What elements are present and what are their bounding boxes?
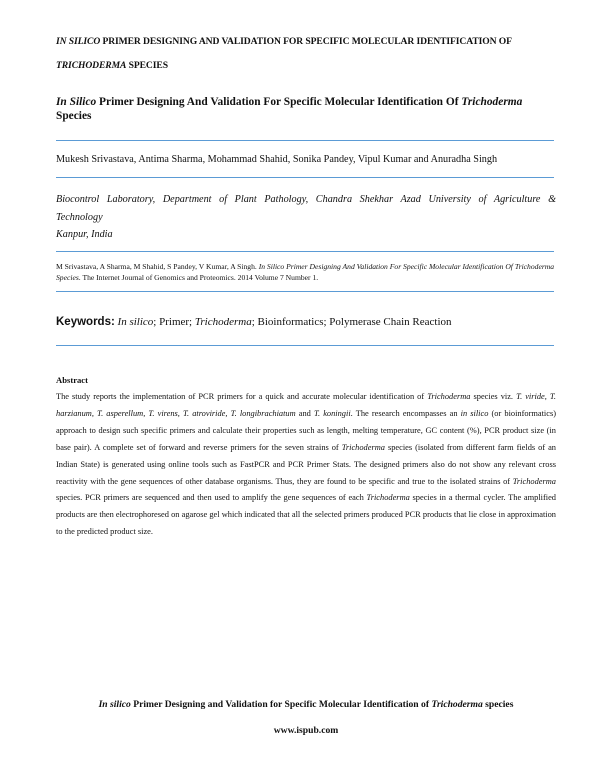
citation: M Srivastava, A Sharma, M Shahid, S Pandey, V Kumar, A Singh. In Silico Primer Designing And Validation For Specific Molecular Identification Of Trichoderma Species. The Internet Journal of Genomics and Proteomics. 2014 Volume 7 Number 1. (56, 262, 555, 282)
keywords: Keywords: In silico; Primer; Trichoderma; Bioinformatics; Polymerase Chain Reaction (56, 316, 452, 328)
affiliation (56, 191, 556, 244)
affiliation-line-3: Kanpur, India (56, 229, 113, 240)
divider (56, 345, 554, 346)
divider (56, 291, 554, 292)
affiliation-line-1: Biocontrol Laboratory, Department of Plant Pathology, Chandra Shekhar Azad University of Agriculture & (56, 194, 556, 205)
divider (56, 140, 554, 141)
running-footer: In silico Primer Designing and Validation for Specific Molecular Identification of Trichoderma species (98, 699, 514, 710)
author-list: Mukesh Srivastava, Antima Sharma, Mohammad Shahid, Sonika Pandey, Vipul Kumar and Anuradha Singh (56, 154, 498, 165)
affiliation-line-2: Technology (56, 211, 103, 223)
divider (56, 251, 554, 252)
keywords-label: Keywords: (56, 316, 115, 328)
divider (56, 177, 554, 178)
publisher-site-link[interactable]: www.ispub.com (273, 725, 339, 736)
running-header-line-2: TRICHODERMA SPECIES (56, 60, 168, 71)
running-header-line-1: IN SILICO PRIMER DESIGNING AND VALIDATION FOR SPECIFIC MOLECULAR IDENTIFICATION OF (56, 36, 512, 47)
abstract-body: The study reports the implementation of PCR primers for a quick and accurate molecular identification of Trichoderma species viz. T. viride, T. harzianum, T. asperellum, T. virens, T. atroviride, T. longibrachiatum and T. koningii. The research encompasses an in silico (or bioinformatics) approach to design such specific primers and calculate their properties such as length, melting temperature, GC content (%), PCR product size (in base pair). A complete set of forward and reverse primers for the seven strains of Trichoderma species (isolated from different farm fields of an Indian State) is generated using online tools such as FastPCR and PCR Primer Stats. The designed primers also do not show any relevant cross reactivity with the gene sequences of other database organisms. Thus, they are found to be specific and true to the isolated strains of Trichoderma species. PCR primers are sequenced and then used to amplify the gene sequences of each Trichoderma species in a thermal cycler. The amplified products are then electrophoresed on agarose gel which indicated that all the selected primers produced PCR products that lie close in approximation to the predicted product size. (56, 392, 557, 537)
abstract-heading: Abstract (56, 375, 88, 385)
article-title: In Silico Primer Designing And Validation For Specific Molecular Identification Of Trichoderma Species (56, 96, 523, 122)
